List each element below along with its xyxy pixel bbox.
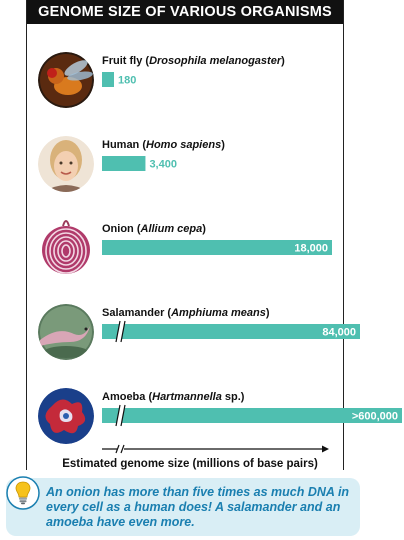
value-label: 180 (118, 74, 137, 87)
value-label: 3,400 (149, 158, 177, 171)
x-axis-arrow (322, 446, 329, 453)
organism-label: Fruit fly (Drosophila melanogaster) (102, 55, 285, 67)
bar (102, 156, 145, 171)
note-text: An onion has more than five times as much DNA in every cell as a human does! A salamander and an amoeba have even more. (46, 485, 350, 529)
lightbulb-icon (6, 476, 40, 510)
bar (102, 324, 360, 339)
value-label: >600,000 (351, 410, 398, 423)
bar (102, 72, 114, 87)
organism-label: Onion (Allium cepa) (102, 223, 206, 235)
human-photo (38, 136, 94, 192)
organism-label: Salamander (Amphiuma means) (102, 307, 270, 319)
x-axis-title: Estimated genome size (millions of base pairs) (62, 458, 318, 470)
value-label: 84,000 (322, 326, 356, 339)
value-label: 18,000 (294, 242, 328, 255)
fruit-fly-photo (38, 52, 94, 108)
organism-label: Human (Homo sapiens) (102, 139, 225, 151)
salamander-photo (38, 304, 94, 360)
onion-photo (38, 220, 94, 276)
amoeba-photo (38, 388, 94, 444)
organism-label: Amoeba (Hartmannella sp.) (102, 391, 245, 403)
chart-title: GENOME SIZE OF VARIOUS ORGANISMS (26, 0, 344, 24)
